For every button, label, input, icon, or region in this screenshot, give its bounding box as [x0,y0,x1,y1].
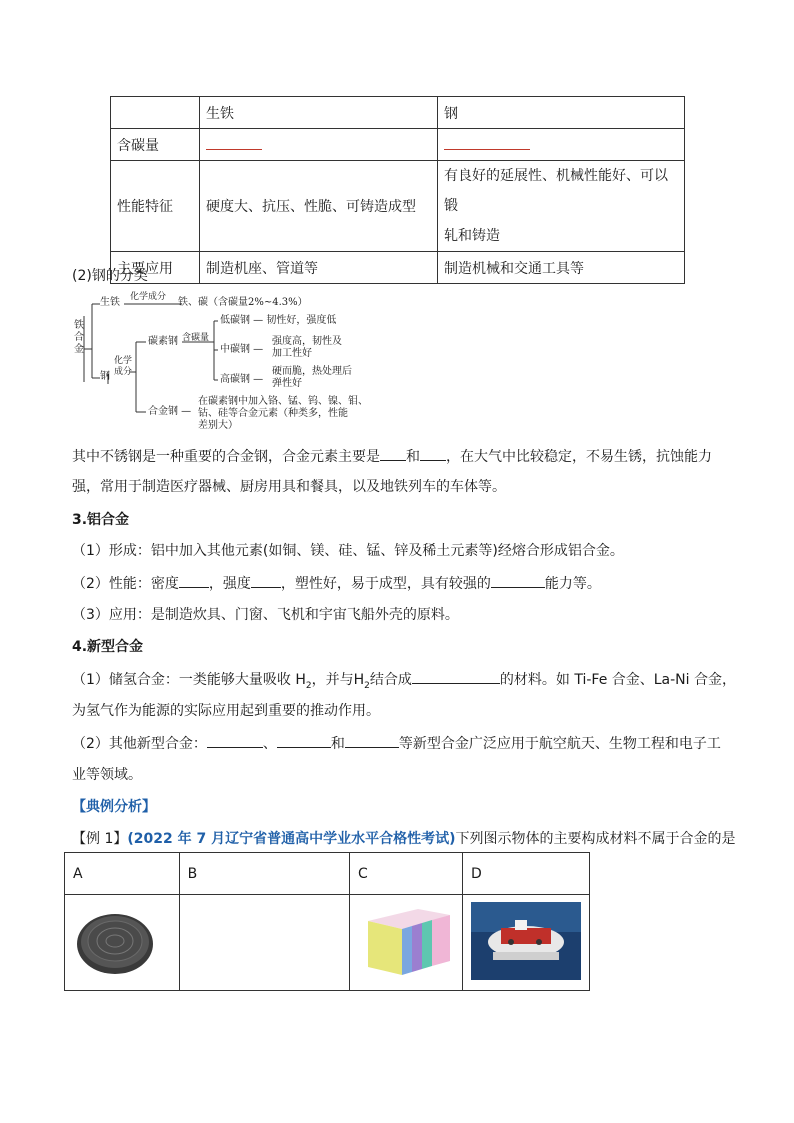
aluminum-properties: （2）性能：密度 ，强度 ，塑性好，易于成型，具有较强的 能力等。 [72,573,601,594]
table-header-steel: 钢 [438,97,685,129]
tree-carbon-content: 含碳量 [182,333,210,343]
tree-carbon-steel: 碳素钢 [148,336,178,347]
tree-high-carbon-desc: 硬而脆，热处理后 弹性好 [272,366,352,389]
carbon-steel-blank [438,129,685,161]
tree-mid-carbon-desc: 强度高，韧性及 加工性好 [272,336,342,359]
option-label-c: C [349,853,462,895]
hydrogen-storage-line2: 为氢气作为能源的实际应用起到重要的推动作用。 [72,703,380,719]
option-c-image-cell [349,895,462,991]
hydrogen-storage-line1: （1）储氢合金：一类能够大量吸收 $H_2$，并与$H_2$结合成 的材料。如 Ti-Fe 合金、La-Ni 合金， [72,669,736,696]
options-table [64,852,590,991]
steel-applications: 制造机械和交通工具等 [438,252,685,284]
stainless-paragraph-line2: 强，常用于制造医疗器械、厨房用具和餐具，以及地铁列车的车体等。 [72,479,506,495]
tree-chem-label-1: 化学成分 [130,292,167,302]
stainless-paragraph-line1: 其中不锈钢是一种重要的合金钢，合金元素主要是 和 ，在大气中比较稳定，不易生锈，抗蚀能力 [72,446,712,467]
example-question: 【例 1】(2022 年 7 月辽宁省普通高中学业水平合格性考试)下列图示物体的主要构成材料不属于合金的是 [72,831,736,847]
option-b-image-cell [179,895,349,991]
option-a-image-cell [65,895,180,991]
option-label-b: B [179,853,349,895]
carbon-pig-iron-blank [200,129,438,161]
tree-root: 铁 合 金 [74,320,84,355]
section-new-alloys-title: 4.新型合金 [72,639,144,655]
table-header-empty [111,97,200,129]
pig-iron-properties: 硬度大、抗压、性脆、可铸造成型 [200,161,438,252]
tree-pig-iron-composition: 铁、碳（含碳量2%~4.3%） [178,297,308,308]
iron-steel-table [110,96,685,284]
section-aluminum-title: 3.铝合金 [72,512,130,528]
other-alloys-line2: 业等领域。 [72,767,142,783]
other-alloys-line1: （2）其他新型合金： 、 和 等新型合金广泛应用于航空航天、生物工程和电子工 [72,733,721,754]
aluminum-applications: （3）应用：是制造炊具、门窗、飞机和宇宙飞船外壳的原料。 [72,607,459,623]
steel-properties-line1: 有良好的延展性、机械性能好、可以锻 [444,168,668,214]
option-label-a: A [65,853,180,895]
tree-steel: 钢 [100,371,110,382]
aluminum-formation: （1）形成：铝中加入其他元素(如铜、镁、硅、锰、锌及稀土元素等)经熔合形成铝合金。 [72,543,624,559]
tree-alloy-steel: 合金钢 — [148,406,192,417]
table-header-pig-iron: 生铁 [200,97,438,129]
steel-properties-line2: 轧和铸造 [444,228,500,244]
erasers-image [358,901,454,981]
alloy-classification-diagram [72,294,432,444]
steel-classification-title: (2)钢的分类 [72,268,148,284]
steel-properties [438,161,685,252]
submersible-image [471,902,581,980]
row-label-carbon: 含碳量 [111,129,200,161]
tree-pig-iron: 生铁 [100,297,120,308]
example-heading: 【典例分析】 [72,799,156,815]
tree-chem-label-2: 化学 成分 [114,356,133,377]
row-label-properties: 性能特征 [111,161,200,252]
option-label-d: D [463,853,590,895]
tree-low-carbon: 低碳钢 — 韧性好，强度低 [220,315,337,326]
row-label-applications: 主要应用 [111,252,200,284]
tree-high-carbon: 高碳钢 — [220,374,264,385]
manhole-cover-image [73,904,157,978]
option-d-image-cell [463,895,590,991]
tree-alloy-steel-desc: 在碳素钢中加入铬、锰、钨、镍、钼、 钴、硅等合金元素（种类多，性能 差别大） [198,396,368,431]
tree-mid-carbon: 中碳钢 — [220,344,264,355]
pig-iron-applications: 制造机座、管道等 [200,252,438,284]
